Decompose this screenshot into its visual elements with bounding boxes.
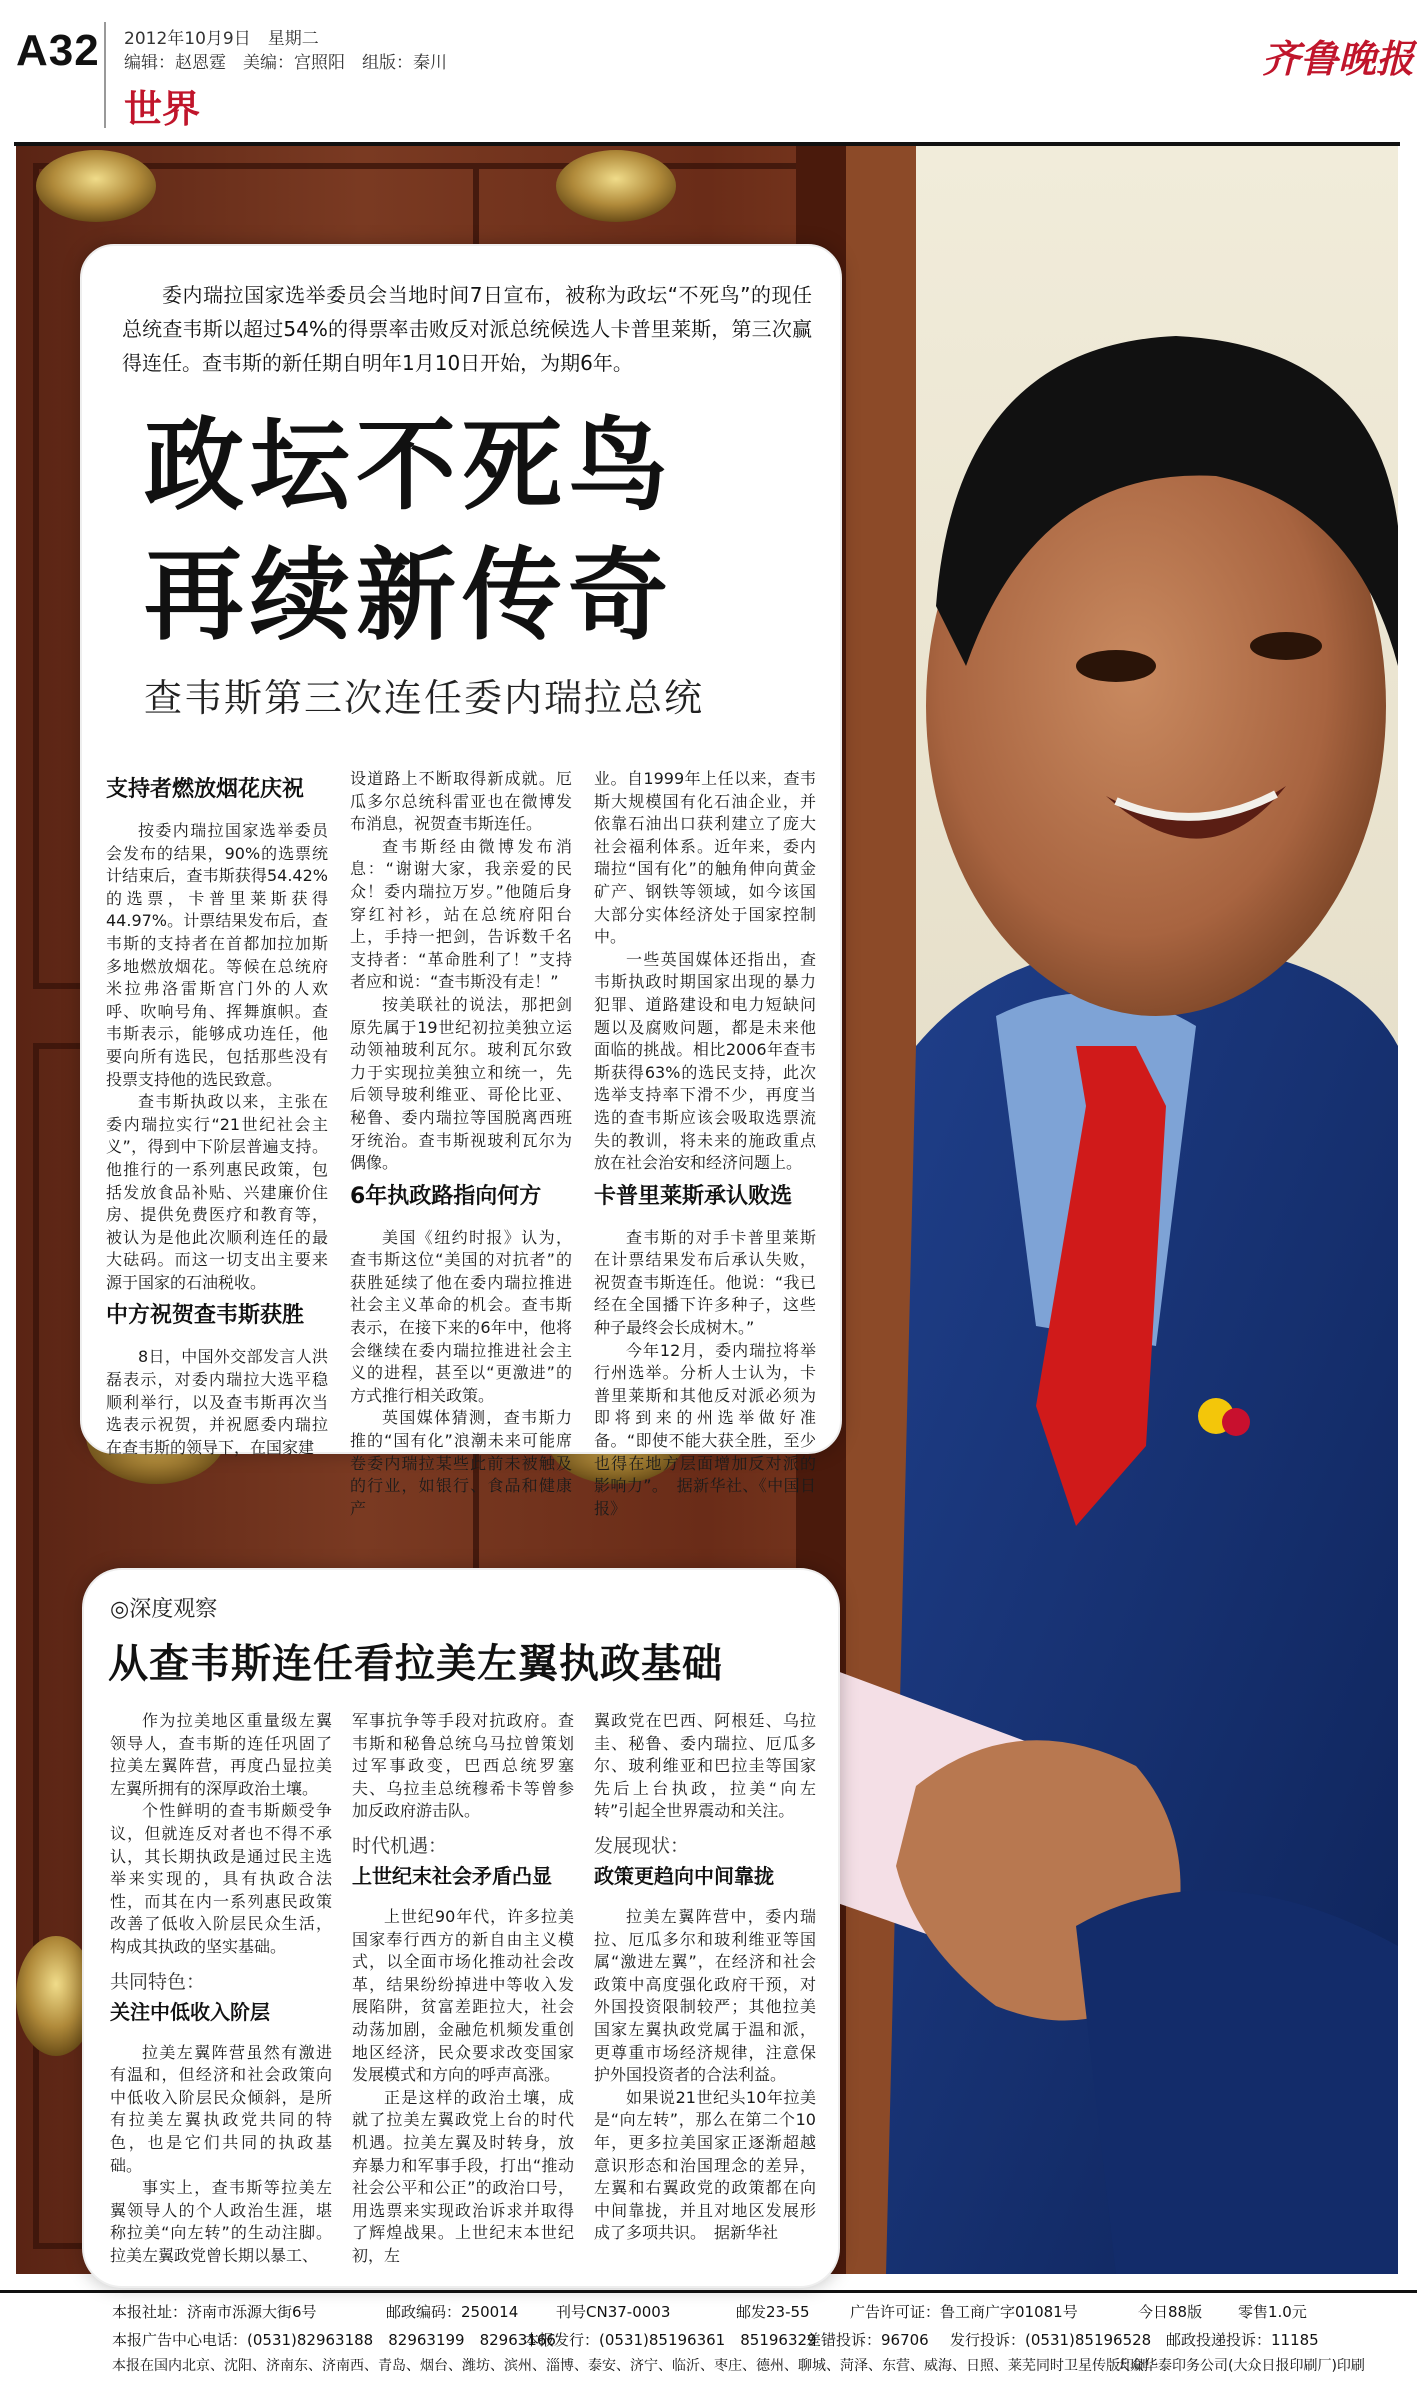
analysis-column-2 xyxy=(352,1710,574,2270)
paragraph: 拉美左翼阵营虽然有激进有温和，但经济和社会政策向中低收入阶层民众倾斜，是所有拉美左翼执政党共同的特色，也是它们共同的执政基础。 xyxy=(110,2042,332,2175)
paragraph: 上世纪90年代，许多拉美国家奉行西方的新自由主义模式，以全面市场化推动社会改革，结果纷纷掉进中等收入发展陷阱，贫富差距拉大，社会动荡加剧，金融危机频发重创地区经济，民众要求改变国家发展模式和方向的呼声高涨。 xyxy=(352,1906,574,2085)
section-heading: 关注中低收入阶层 xyxy=(110,1999,270,2024)
subsection-tag: 发展现状： xyxy=(594,1834,690,1857)
main-article-card xyxy=(80,244,842,1518)
paragraph: 作为拉美地区重量级左翼领导人，查韦斯的连任巩固了拉美左翼阵营，再度凸显拉美左翼所拥有的深厚政治土壤。 xyxy=(110,1711,332,1798)
imprint-footer xyxy=(0,2290,1417,2383)
footer-row-2 xyxy=(0,2329,1417,2357)
main-column-1 xyxy=(106,768,328,1457)
section-title: 世界 xyxy=(124,87,201,131)
main-column-3 xyxy=(594,768,816,1518)
paragraph: 军事抗争等手段对抗政府。查韦斯和秘鲁总统乌马拉曾策划过军事政变，巴西总统罗塞夫、乌拉圭总统穆希卡等曾参加反政府游击队。 xyxy=(352,1711,574,1821)
headline-line-2: 再续新传奇 xyxy=(144,537,674,654)
analysis-kicker: ◎深度观察 xyxy=(110,1597,218,1622)
footer-row-3 xyxy=(0,2355,1417,2383)
paragraph: 翼政党在巴西、阿根廷、乌拉圭、秘鲁、委内瑞拉、厄瓜多尔、玻利维亚和巴拉圭等国家先后上台执政，拉美“向左转”引起全世界震动和关注。 xyxy=(594,1711,816,1821)
paragraph: 业。自1999年上任以来，查韦斯大规模国有化石油企业，并依靠石油出口获利建立了庞大社会福利体系。近年来，委内瑞拉“国有化”的触角伸向黄金矿产、钢铁等领域，如今该国大部分实体经济处于国家控制中。 xyxy=(594,769,816,947)
footer-postal-code: 邮发23-55 xyxy=(736,2303,810,2321)
paragraph: 一些英国媒体还指出，查韦斯执政时期国家出现的暴力犯罪、道路建设和电力短缺问题以及腐败问题，都是未来他面临的挑战。相比2006年查韦斯获得63%的选民支持，此次选举支持率下滑不少，再度当选的查韦斯应该会吸取选票流失的教训，将未来的施政重点放在社会治安和经济问题上。 xyxy=(594,949,816,1173)
analysis-card xyxy=(82,1568,840,2288)
editor-credits: 编辑：赵恩霆 美编：宫照阳 组版：秦川 xyxy=(124,53,447,73)
paragraph: 设道路上不断取得新成就。厄瓜多尔总统科雷亚也在微博发布消息，祝贺查韦斯连任。 xyxy=(350,769,572,834)
footer-errata: 差错投诉：96706 xyxy=(806,2331,929,2349)
paragraph: 英国媒体猜测，查韦斯力推的“国有化”浪潮未来可能席卷委内瑞拉某些此前未被触及的行业，如银行、食品和健康产 xyxy=(350,1408,572,1518)
subheadline: 查韦斯第三次连任委内瑞拉总统 xyxy=(144,676,705,720)
footer-ad-phone: 本报广告中心电话：(0531)82963188 82963199 82963166 xyxy=(112,2331,556,2349)
footer-print-sites: 本报在国内北京、沈阳、济南东、济南西、青岛、烟台、潍坊、滨州、淄博、泰安、济宁、临沂、枣庄、德州、聊城、菏泽、东营、威海、日照、莱芜同时卫星传版印刷 xyxy=(112,2358,1148,2374)
headline-line-1: 政坛不死鸟 xyxy=(144,407,674,524)
section-heading: 中方祝贺查韦斯获胜 xyxy=(106,1303,305,1329)
paragraph: 按美联社的说法，那把剑原先属于19世纪初拉美独立运动领袖玻利瓦尔。玻利瓦尔致力于实现拉美独立和统一，先后领导玻利维亚、哥伦比亚、秘鲁、委内瑞拉等国脱离西班牙统治。查韦斯视玻利瓦尔为偶像。 xyxy=(350,994,572,1173)
subsection-tag: 时代机遇： xyxy=(352,1834,448,1857)
masthead xyxy=(0,0,1417,140)
footer-row-1 xyxy=(0,2301,1417,2329)
issue-date: 2012年10月9日 星期二 xyxy=(124,29,319,49)
analysis-column-3 xyxy=(594,1710,816,2270)
analysis-column-1 xyxy=(110,1710,332,2270)
footer-issn: 刊号CN37-0003 xyxy=(556,2303,671,2321)
footer-address: 本报社址：济南市泺源大街6号 xyxy=(112,2303,317,2321)
analysis-title: 从查韦斯连任看拉美左翼执政基础 xyxy=(108,1641,723,1687)
main-column-2 xyxy=(350,768,572,1518)
footer-distribution: 本报发行：(0531)85196361 85196329 xyxy=(524,2331,817,2349)
paragraph: 今年12月，委内瑞拉将举行州选举。分析人士认为，卡普里莱斯和其他反对派必须为即将到来的州选举做好准备。“即使不能大获全胜，至少也得在地方层面增加反对派的影响力”。 据新华社、《中国日报》 xyxy=(594,1340,816,1518)
section-heading: 上世纪末社会矛盾凸显 xyxy=(352,1863,552,1888)
footer-postal-complaint: 邮政投递投诉：11185 xyxy=(1166,2331,1319,2349)
page-number: A32 xyxy=(16,26,100,75)
section-heading: 支持者燃放烟花庆祝 xyxy=(106,777,305,802)
paragraph: 美国《纽约时报》认为，查韦斯这位“美国的对抗者”的获胜延续了他在委内瑞拉推进社会主义革命的机会。查韦斯表示，在接下来的6年中，他将会继续在委内瑞拉推进社会主义的进程，甚至以“更激进”的方式推行相关政策。 xyxy=(350,1227,572,1405)
section-heading: 卡普里莱斯承认败选 xyxy=(594,1183,793,1209)
newspaper-logo: 齐鲁晚报 xyxy=(1262,36,1415,81)
paragraph: 事实上，查韦斯等拉美左翼领导人的个人政治生涯，堪称拉美“向左转”的生动注脚。拉美左翼政党曾长期以暴工、 xyxy=(110,2178,332,2265)
footer-price: 零售1.0元 xyxy=(1238,2303,1307,2321)
paragraph: 正是这样的政治土壤，成就了拉美左翼政党上台的时代机遇。拉美左翼及时转身，放弃暴力和军事手段，打出“推动社会公平和公正”的政治口号，用选票来实现政治诉求并取得了辉煌战果。上世纪末本世纪初，左 xyxy=(352,2087,574,2265)
header-divider xyxy=(104,22,106,128)
subsection-tag: 共同特色： xyxy=(110,1970,206,1993)
paragraph: 查韦斯经由微博发布消息：“谢谢大家，我亲爱的民众！委内瑞拉万岁。”他随后身穿红衬衫，站在总统府阳台上，手持一把剑，告诉数千名支持者：“革命胜利了！”支持者应和说：“查韦斯没有走！” xyxy=(350,836,572,992)
paragraph: 拉美左翼阵营中，委内瑞拉、厄瓜多尔和玻利维亚等国属“激进左翼”，在经济和社会政策中高度强化政府干预，对外国投资限制较严；其他拉美国家左翼执政党属于温和派，更尊重市场经济规律，注意保护外国投资者的合法利益。 xyxy=(594,1906,816,2085)
paragraph: 8日，中国外交部发言人洪磊表示，对委内瑞拉大选平稳顺利举行，以及查韦斯再次当选表示祝贺，并祝愿委内瑞拉在查韦斯的领导下，在国家建 xyxy=(106,1347,328,1457)
footer-page-count: 今日88版 xyxy=(1138,2303,1203,2321)
paragraph: 个性鲜明的查韦斯颇受争议，但就连反对者也不得不承认，其长期执政是通过民主选举来实现的，具有执政合法性，而其在内一系列惠民政策改善了低收入阶层民众生活，构成其执政的坚实基础。 xyxy=(110,1801,332,1956)
footer-printer: 大众华泰印务公司(大众日报印刷厂)印刷 xyxy=(1116,2358,1365,2374)
lead-paragraph: 委内瑞拉国家选举委员会当地时间7日宣布，被称为政坛“不死鸟”的现任总统查韦斯以超过54%的得票率击败反对派总统候选人卡普里莱斯，第三次赢得连任。查韦斯的新任期自明年1月10日开始，为期6年。 xyxy=(122,283,812,375)
footer-delivery-complaint: 发行投诉：(0531)85196528 xyxy=(950,2331,1152,2349)
paragraph: 查韦斯执政以来，主张在委内瑞拉实行“21世纪社会主义”，得到中下阶层普遍支持。他推行的一系列惠民政策，包括发放食品补贴、兴建廉价住房、提供免费医疗和教育等，被认为是他此次顺利连任的最大砝码。而这一切支出主要来源于国家的石油税收。 xyxy=(106,1092,328,1292)
paragraph: 如果说21世纪头10年拉美是“向左转”，那么在第二个10年，更多拉美国家正逐渐超越意识形态和治国理念的差异，左翼和右翼政党的政策都在向中间靠拢，并且对地区发展形成了多项共识。 据新华社 xyxy=(594,2087,816,2243)
footer-ad-license: 广告许可证：鲁工商广字01081号 xyxy=(850,2303,1078,2321)
section-heading: 6年执政路指向何方 xyxy=(350,1183,542,1209)
paragraph: 按委内瑞拉国家选举委员会发布的结果，90%的选票统计结束后，查韦斯获得54.42%的选票，卡普里莱斯获得44.97%。计票结果发布后，查韦斯的支持者在首都加拉加斯多地燃放烟花。等候在总统府米拉弗洛雷斯宫门外的人欢呼、吹响号角、挥舞旗帜。查韦斯表示，能够成功连任，他要向所有选民，包括那些没有投票支持他的选民致意。 xyxy=(106,821,328,1089)
paragraph: 查韦斯的对手卡普里莱斯在计票结果发布后承认失败，祝贺查韦斯连任。他说：“我已经在全国播下许多种子，这些种子最终会长成树木。” xyxy=(594,1227,816,1338)
section-heading: 政策更趋向中间靠拢 xyxy=(594,1863,774,1888)
footer-postcode: 邮政编码：250014 xyxy=(386,2303,519,2321)
